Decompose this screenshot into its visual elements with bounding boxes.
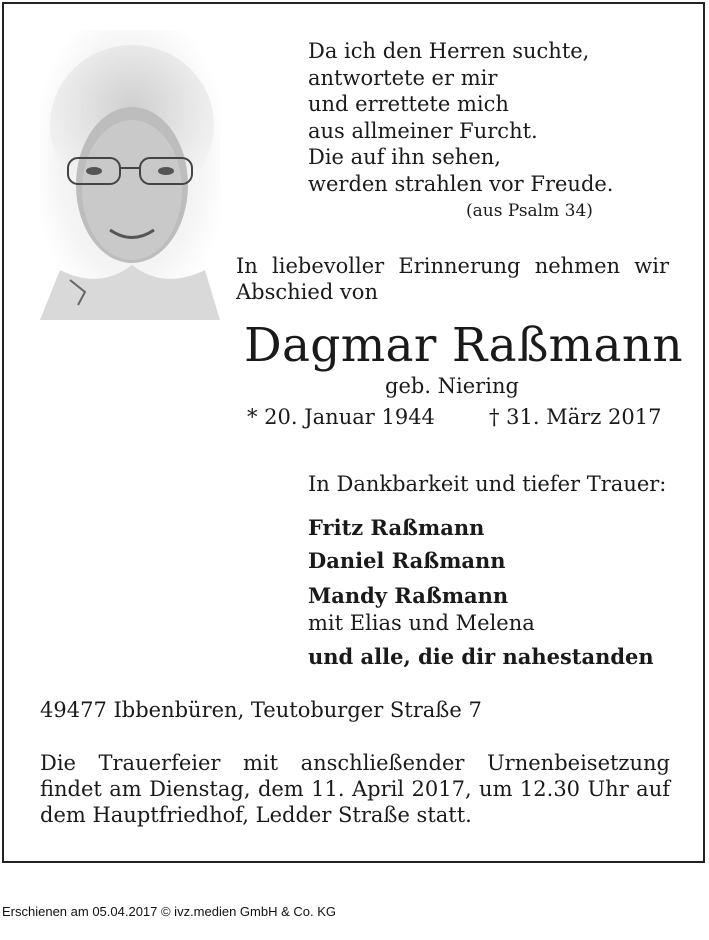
mourner-name: Daniel Raßmann: [308, 548, 506, 573]
psalm-verse: [308, 38, 613, 197]
publication-footer: Erschienen am 05.04.2017 © ivz.medien GmbH & Co. KG: [2, 904, 337, 919]
mourner-note: mit Elias und Melena: [308, 611, 535, 635]
psalm-source: (aus Psalm 34): [466, 201, 593, 221]
psalm-line: Da ich den Herren suchte,: [308, 39, 590, 63]
mourner-name: Fritz Raßmann: [308, 515, 485, 540]
mourner-name: Mandy Raßmann: [308, 583, 509, 608]
deceased-name: Dagmar Raßmann: [244, 318, 683, 373]
mourning-heading: In Dankbarkeit und tiefer Trauer:: [308, 472, 667, 496]
birth-name: geb. Niering: [385, 374, 519, 398]
address: 49477 Ibbenbüren, Teutoburger Straße 7: [40, 698, 482, 722]
psalm-line: antwortete er mir: [308, 65, 498, 90]
portrait-photo: [40, 30, 220, 320]
death-date: † 31. März 2017: [489, 405, 662, 429]
psalm-line: werden strahlen vor Freude.: [308, 171, 614, 196]
mourning-closing: und alle, die dir nahestanden: [308, 644, 654, 669]
intro-text: In liebevoller Erinnerung nehmen wir Abschied von: [236, 254, 669, 304]
birth-date: * 20. Januar 1944: [247, 405, 435, 429]
psalm-line: aus allmeiner Furcht.: [308, 118, 538, 143]
psalm-line: Die auf ihn sehen,: [308, 145, 501, 169]
psalm-line: und errettete mich: [308, 92, 509, 116]
funeral-notice: Die Trauerfeier mit anschließender Urnenbeisetzung findet am Dienstag, dem 11. April 2017, um 12.30 Uhr auf dem Hauptfriedhof, Ledder Straße statt.: [40, 751, 670, 827]
